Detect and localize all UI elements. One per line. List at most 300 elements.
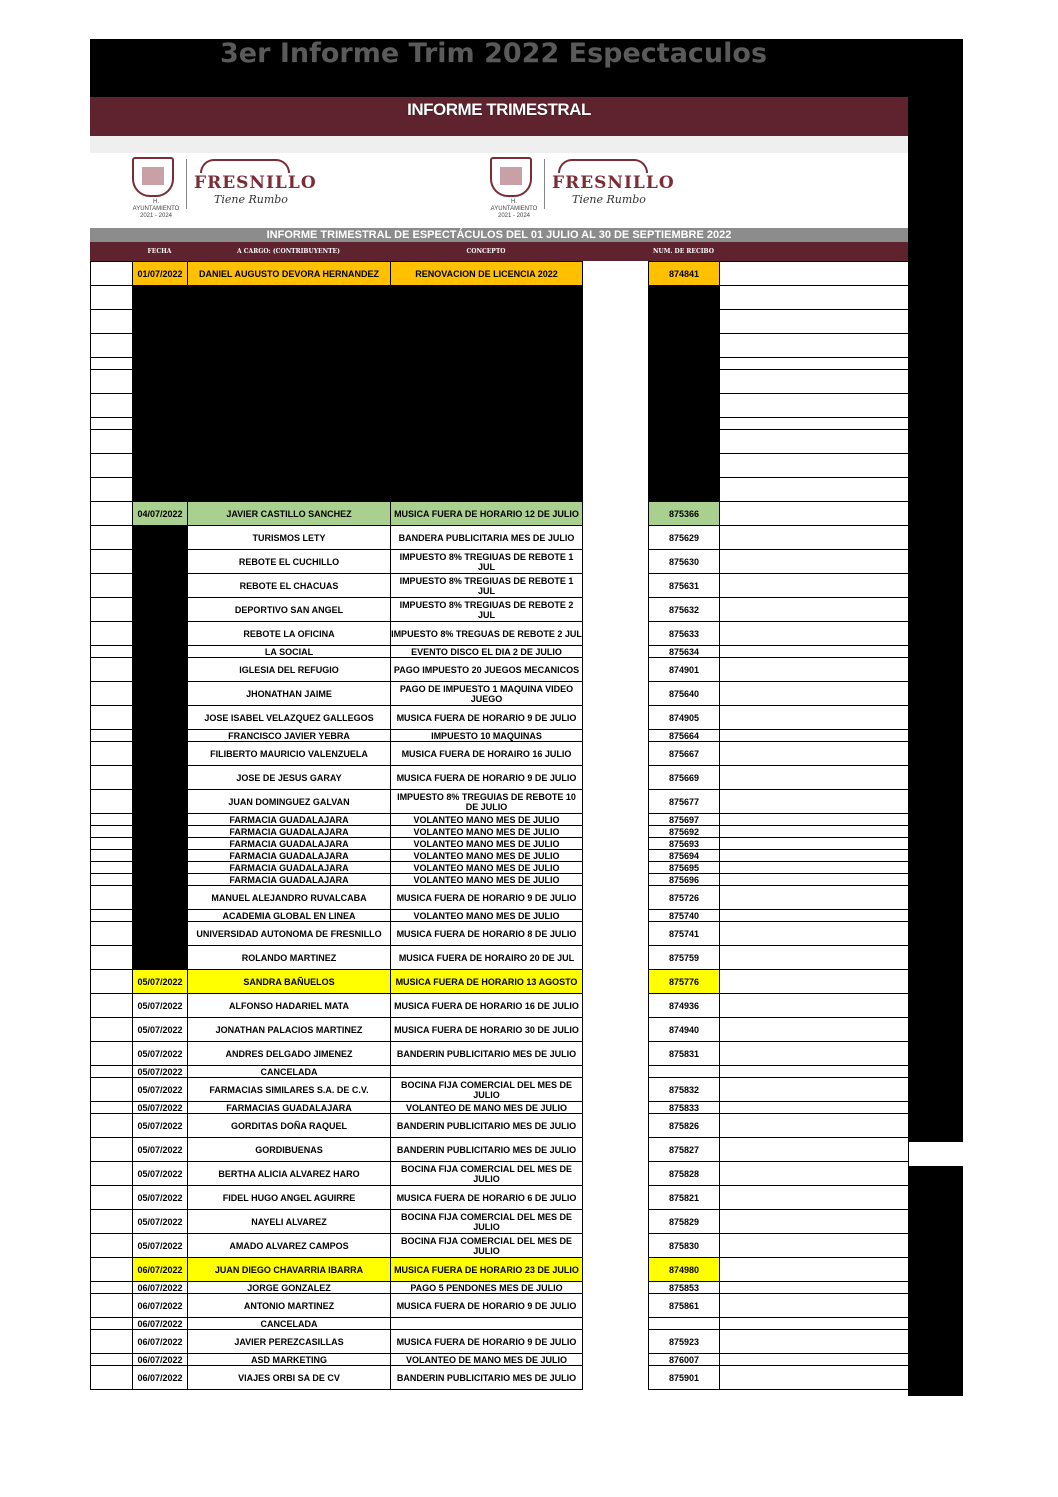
- row-spacer-cell: [91, 838, 133, 850]
- building-icon: [200, 159, 290, 173]
- table-row: [91, 1294, 909, 1318]
- concept-cell: MUSICA FUERA DE HORAIRO 20 DE JUL: [391, 946, 583, 970]
- empty-cell: [583, 358, 649, 370]
- taxpayer-cell: JONATHAN PALACIOS MARTINEZ: [188, 1018, 391, 1042]
- row-spacer-cell: [91, 370, 133, 394]
- receipt-cell: 875741: [649, 922, 720, 946]
- redacted-cell: [133, 286, 583, 310]
- empty-cell: [720, 550, 909, 574]
- receipt-cell: 874841: [649, 262, 720, 286]
- concept-cell: BOCINA FIJA COMERCIAL DEL MES DE JULIO: [391, 1162, 583, 1186]
- table-row: [91, 1330, 909, 1354]
- concept-cell: MUSICA FUERA DE HORARIO 23 DE JULIO: [391, 1258, 583, 1282]
- empty-cell: [583, 814, 649, 826]
- row-spacer-cell: [91, 358, 133, 370]
- taxpayer-cell: CANCELADA: [188, 1066, 391, 1078]
- row-spacer-cell: [91, 1318, 133, 1330]
- date-cell: 05/07/2022: [133, 1018, 188, 1042]
- empty-cell: [583, 790, 649, 814]
- receipt-cell: 875640: [649, 682, 720, 706]
- row-spacer-cell: [91, 1282, 133, 1294]
- table-row: [91, 766, 909, 790]
- report-sheet: [90, 39, 908, 1390]
- date-cell: 06/07/2022: [133, 1366, 188, 1390]
- table-row: [91, 1186, 909, 1210]
- row-spacer-cell: [91, 826, 133, 838]
- redacted-cell: [133, 358, 583, 370]
- empty-cell: [583, 946, 649, 970]
- concept-cell: VOLANTEO MANO MES DE JULIO: [391, 814, 583, 826]
- table-row: [91, 1138, 909, 1162]
- empty-cell: [583, 646, 649, 658]
- empty-cell: [720, 1078, 909, 1102]
- row-spacer-cell: [91, 1138, 133, 1162]
- taxpayer-cell: JAVIER PEREZCASILLAS: [188, 1330, 391, 1354]
- taxpayer-cell: DANIEL AUGUSTO DEVORA HERNANDEZ: [188, 262, 391, 286]
- empty-cell: [583, 310, 649, 334]
- row-spacer-cell: [91, 1078, 133, 1102]
- concept-cell: IMPUESTO 8% TREGIUAS DE REBOTE 1 JUL: [391, 550, 583, 574]
- row-spacer-cell: [91, 1294, 133, 1318]
- grey-strip: [90, 136, 908, 153]
- row-spacer-cell: [91, 706, 133, 730]
- row-spacer-cell: [91, 874, 133, 886]
- concept-cell: BANDERIN PUBLICITARIO MES DE JULIO: [391, 1114, 583, 1138]
- empty-cell: [583, 1066, 649, 1078]
- empty-cell: [720, 646, 909, 658]
- receipt-cell: 875629: [649, 526, 720, 550]
- empty-cell: [720, 622, 909, 646]
- table-row: [91, 1066, 909, 1078]
- date-cell: 05/07/2022: [133, 1138, 188, 1162]
- row-spacer-cell: [91, 730, 133, 742]
- table-row: [91, 922, 909, 946]
- empty-cell: [720, 742, 909, 766]
- table-row: [91, 1282, 909, 1294]
- row-spacer-cell: [91, 1234, 133, 1258]
- table-row: [91, 646, 909, 658]
- table-row: [91, 730, 909, 742]
- table-row: [91, 1318, 909, 1330]
- redacted-cell: [649, 286, 720, 310]
- redacted-cell: [133, 790, 188, 814]
- redacted-cell: [133, 766, 188, 790]
- row-spacer-cell: [91, 430, 133, 454]
- row-spacer-cell: [91, 526, 133, 550]
- taxpayer-cell: FARMACIA GUADALAJARA: [188, 814, 391, 826]
- row-spacer-cell: [91, 310, 133, 334]
- receipt-cell: 875693: [649, 838, 720, 850]
- table-row: [91, 970, 909, 994]
- receipt-cell: 875697: [649, 814, 720, 826]
- table-row: [91, 850, 909, 862]
- redacted-cell: [133, 826, 188, 838]
- table-row: [91, 814, 909, 826]
- table-row: [91, 550, 909, 574]
- concept-cell: PAGO DE IMPUESTO 1 MAQUINA VIDEO JUEGO: [391, 682, 583, 706]
- redacted-cell: [133, 910, 188, 922]
- redacted-cell: [133, 598, 188, 622]
- row-spacer-cell: [91, 910, 133, 922]
- row-spacer-cell: [91, 622, 133, 646]
- empty-cell: [583, 1234, 649, 1258]
- empty-cell: [583, 1318, 649, 1330]
- receipt-cell: 875832: [649, 1078, 720, 1102]
- empty-cell: [583, 994, 649, 1018]
- receipt-cell: 875692: [649, 826, 720, 838]
- date-cell: 06/07/2022: [133, 1282, 188, 1294]
- empty-cell: [720, 1210, 909, 1234]
- receipt-cell: 875827: [649, 1138, 720, 1162]
- empty-cell: [583, 1078, 649, 1102]
- empty-cell: [720, 730, 909, 742]
- table-row: [91, 886, 909, 910]
- row-spacer-cell: [91, 1066, 133, 1078]
- date-cell: 06/07/2022: [133, 1330, 188, 1354]
- taxpayer-cell: FILIBERTO MAURICIO VALENZUELA: [188, 742, 391, 766]
- concept-cell: PAGO 5 PENDONES MES DE JULIO: [391, 1282, 583, 1294]
- empty-cell: [720, 1294, 909, 1318]
- empty-cell: [720, 574, 909, 598]
- concept-cell: MUSICA FUERA DE HORARIO 9 DE JULIO: [391, 1330, 583, 1354]
- empty-cell: [583, 394, 649, 418]
- empty-cell: [720, 1018, 909, 1042]
- table-row: [91, 910, 909, 922]
- date-cell: 05/07/2022: [133, 1078, 188, 1102]
- taxpayer-cell: ALFONSO HADARIEL MATA: [188, 994, 391, 1018]
- concept-cell: MUSICA FUERA DE HORARIO 8 DE JULIO: [391, 922, 583, 946]
- empty-cell: [720, 790, 909, 814]
- taxpayer-cell: VIAJES ORBI SA DE CV: [188, 1366, 391, 1390]
- empty-cell: [583, 682, 649, 706]
- empty-cell: [720, 838, 909, 850]
- taxpayer-cell: FARMACIA GUADALAJARA: [188, 850, 391, 862]
- logo-brand: FRESNILLO: [194, 173, 317, 193]
- empty-cell: [720, 478, 909, 502]
- taxpayer-cell: REBOTE LA OFICINA: [188, 622, 391, 646]
- taxpayer-cell: ANTONIO MARTINEZ: [188, 1294, 391, 1318]
- empty-cell: [583, 1330, 649, 1354]
- row-spacer-cell: [91, 262, 133, 286]
- redacted-cell: [133, 838, 188, 850]
- receipt-cell: 875861: [649, 1294, 720, 1318]
- redacted-cell: [133, 370, 583, 394]
- concept-cell: MUSICA FUERA DE HORARIO 13 AGOSTO: [391, 970, 583, 994]
- empty-cell: [720, 706, 909, 730]
- taxpayer-cell: FARMACIA GUADALAJARA: [188, 874, 391, 886]
- logo-tagline: Tiene Rumbo: [572, 193, 646, 206]
- table-row: [91, 1234, 909, 1258]
- taxpayer-cell: NAYELI ALVAREZ: [188, 1210, 391, 1234]
- row-spacer-cell: [91, 850, 133, 862]
- table-row: [91, 502, 909, 526]
- date-cell: 05/07/2022: [133, 1042, 188, 1066]
- row-spacer-cell: [91, 1186, 133, 1210]
- row-spacer-cell: [91, 478, 133, 502]
- row-spacer-cell: [91, 1366, 133, 1390]
- redacted-cell: [133, 334, 583, 358]
- empty-cell: [583, 1354, 649, 1366]
- taxpayer-cell: DEPORTIVO SAN ANGEL: [188, 598, 391, 622]
- taxpayer-cell: FRANCISCO JAVIER YEBRA: [188, 730, 391, 742]
- redacted-cell: [133, 574, 188, 598]
- header-concepto: CONCEPTO: [466, 247, 506, 255]
- row-spacer-cell: [91, 502, 133, 526]
- table-row: [91, 994, 909, 1018]
- receipt-cell: 875821: [649, 1186, 720, 1210]
- concept-cell: [391, 1066, 583, 1078]
- taxpayer-cell: GORDIBUENAS: [188, 1138, 391, 1162]
- concept-cell: MUSICA FUERA DE HORARIO 9 DE JULIO: [391, 706, 583, 730]
- receipt-cell: 875634: [649, 646, 720, 658]
- row-spacer-cell: [91, 1330, 133, 1354]
- concept-cell: VOLANTEO MANO MES DE JULIO: [391, 874, 583, 886]
- row-spacer-cell: [91, 646, 133, 658]
- concept-cell: MUSICA FUERA DE HORARIO 6 DE JULIO: [391, 1186, 583, 1210]
- redacted-cell: [133, 418, 583, 430]
- redacted-cell: [133, 850, 188, 862]
- table-row: [91, 454, 909, 478]
- receipt-cell: [649, 1066, 720, 1078]
- redaction-block-right: [908, 39, 963, 1141]
- receipt-cell: 875669: [649, 766, 720, 790]
- redaction-block-right-lower: [908, 1167, 963, 1396]
- empty-cell: [720, 910, 909, 922]
- table-row: [91, 682, 909, 706]
- empty-cell: [720, 1186, 909, 1210]
- empty-cell: [720, 946, 909, 970]
- table-row: [91, 310, 909, 334]
- date-cell: 05/07/2022: [133, 1210, 188, 1234]
- empty-cell: [583, 1042, 649, 1066]
- date-cell: 06/07/2022: [133, 1354, 188, 1366]
- header-recibo: NUM. DE RECIBO: [653, 247, 714, 255]
- row-spacer-cell: [91, 1042, 133, 1066]
- redacted-cell: [133, 706, 188, 730]
- receipt-cell: 874901: [649, 658, 720, 682]
- empty-cell: [583, 286, 649, 310]
- empty-cell: [583, 370, 649, 394]
- row-spacer-cell: [91, 658, 133, 682]
- table-row: [91, 826, 909, 838]
- header-fecha: FECHA: [147, 247, 172, 255]
- concept-cell: BANDERIN PUBLICITARIO MES DE JULIO: [391, 1042, 583, 1066]
- taxpayer-cell: FARMACIA GUADALAJARA: [188, 862, 391, 874]
- empty-cell: [583, 874, 649, 886]
- taxpayer-cell: TURISMOS LETY: [188, 526, 391, 550]
- concept-cell: IMPUESTO 8% TREGUIAS DE REBOTE 10 DE JULIO: [391, 790, 583, 814]
- report-title: 3er Informe Trim 2022 Espectaculos: [90, 39, 908, 97]
- table-row: [91, 370, 909, 394]
- redacted-cell: [133, 646, 188, 658]
- empty-cell: [583, 574, 649, 598]
- receipt-cell: [649, 1318, 720, 1330]
- redacted-cell: [133, 310, 583, 334]
- empty-cell: [720, 922, 909, 946]
- concept-cell: MUSICA FUERA DE HORARIO 16 DE JULIO: [391, 994, 583, 1018]
- date-cell: 06/07/2022: [133, 1318, 188, 1330]
- receipt-cell: 875923: [649, 1330, 720, 1354]
- taxpayer-cell: GORDITAS DOÑA RAQUEL: [188, 1114, 391, 1138]
- empty-cell: [583, 1366, 649, 1390]
- receipt-cell: 875776: [649, 970, 720, 994]
- table-row: [91, 430, 909, 454]
- table-row: [91, 1354, 909, 1366]
- redacted-cell: [649, 454, 720, 478]
- coat-of-arms-icon: [490, 157, 532, 197]
- records-table: [90, 261, 909, 1390]
- receipt-cell: 875833: [649, 1102, 720, 1114]
- concept-cell: VOLANTEO MANO MES DE JULIO: [391, 838, 583, 850]
- empty-cell: [583, 1102, 649, 1114]
- empty-cell: [720, 826, 909, 838]
- taxpayer-cell: BERTHA ALICIA ALVAREZ HARO: [188, 1162, 391, 1186]
- empty-cell: [720, 310, 909, 334]
- row-spacer-cell: [91, 994, 133, 1018]
- receipt-cell: 875694: [649, 850, 720, 862]
- row-spacer-cell: [91, 394, 133, 418]
- receipt-cell: 875696: [649, 874, 720, 886]
- redacted-cell: [133, 658, 188, 682]
- table-row: [91, 874, 909, 886]
- empty-cell: [720, 1114, 909, 1138]
- concept-cell: MUSICA FUERA DE HORARIO 9 DE JULIO: [391, 886, 583, 910]
- row-spacer-cell: [91, 970, 133, 994]
- date-cell: 05/07/2022: [133, 1114, 188, 1138]
- date-cell: 05/07/2022: [133, 1102, 188, 1114]
- row-spacer-cell: [91, 766, 133, 790]
- cell-gap: [908, 1141, 963, 1167]
- taxpayer-cell: JOSE ISABEL VELAZQUEZ GALLEGOS: [188, 706, 391, 730]
- taxpayer-cell: LA SOCIAL: [188, 646, 391, 658]
- row-spacer-cell: [91, 550, 133, 574]
- empty-cell: [720, 1258, 909, 1282]
- empty-cell: [720, 1318, 909, 1330]
- empty-cell: [583, 742, 649, 766]
- header-cargo: A CARGO: (CONTRIBUYENTE): [237, 247, 340, 255]
- empty-cell: [583, 454, 649, 478]
- receipt-cell: 875630: [649, 550, 720, 574]
- table-row: [91, 1042, 909, 1066]
- logo-caption: H. AYUNTAMIENTO 2021 - 2024: [490, 199, 538, 219]
- receipt-cell: 875829: [649, 1210, 720, 1234]
- redacted-cell: [133, 946, 188, 970]
- empty-cell: [720, 1330, 909, 1354]
- row-spacer-cell: [91, 598, 133, 622]
- taxpayer-cell: UNIVERSIDAD AUTONOMA DE FRESNILLO: [188, 922, 391, 946]
- empty-cell: [583, 850, 649, 862]
- empty-cell: [583, 478, 649, 502]
- row-spacer-cell: [91, 1210, 133, 1234]
- row-spacer-cell: [91, 790, 133, 814]
- table-row: [91, 262, 909, 286]
- redacted-cell: [133, 730, 188, 742]
- table-row: [91, 334, 909, 358]
- receipt-cell: 874905: [649, 706, 720, 730]
- empty-cell: [583, 1258, 649, 1282]
- coat-of-arms-icon: [132, 157, 174, 197]
- table-row: [91, 1018, 909, 1042]
- taxpayer-cell: FIDEL HUGO ANGEL AGUIRRE: [188, 1186, 391, 1210]
- concept-cell: VOLANTEO MANO MES DE JULIO: [391, 850, 583, 862]
- receipt-cell: 875632: [649, 598, 720, 622]
- concept-cell: VOLANTEO DE MANO MES DE JULIO: [391, 1102, 583, 1114]
- receipt-cell: 875664: [649, 730, 720, 742]
- taxpayer-cell: FARMACIA GUADALAJARA: [188, 826, 391, 838]
- empty-cell: [720, 1234, 909, 1258]
- receipt-cell: 874936: [649, 994, 720, 1018]
- concept-cell: MUSICA FUERA DE HORARIO 30 DE JULIO: [391, 1018, 583, 1042]
- taxpayer-cell: JUAN DOMINGUEZ GALVAN: [188, 790, 391, 814]
- table-row: [91, 598, 909, 622]
- empty-cell: [720, 430, 909, 454]
- taxpayer-cell: IGLESIA DEL REFUGIO: [188, 658, 391, 682]
- row-spacer-cell: [91, 418, 133, 430]
- empty-cell: [720, 358, 909, 370]
- redacted-cell: [649, 358, 720, 370]
- receipt-cell: 875633: [649, 622, 720, 646]
- redacted-cell: [133, 862, 188, 874]
- taxpayer-cell: JUAN DIEGO CHAVARRIA IBARRA: [188, 1258, 391, 1282]
- empty-cell: [720, 994, 909, 1018]
- taxpayer-cell: SANDRA BAÑUELOS: [188, 970, 391, 994]
- taxpayer-cell: ASD MARKETING: [188, 1354, 391, 1366]
- taxpayer-cell: ACADEMIA GLOBAL EN LINEA: [188, 910, 391, 922]
- taxpayer-cell: CANCELADA: [188, 1318, 391, 1330]
- concept-cell: BOCINA FIJA COMERCIAL DEL MES DE JULIO: [391, 1078, 583, 1102]
- empty-cell: [720, 970, 909, 994]
- empty-cell: [720, 502, 909, 526]
- date-cell: 04/07/2022: [133, 502, 188, 526]
- logo-caption: H. AYUNTAMIENTO 2021 - 2024: [132, 199, 180, 219]
- taxpayer-cell: JAVIER CASTILLO SANCHEZ: [188, 502, 391, 526]
- receipt-cell: 876007: [649, 1354, 720, 1366]
- empty-cell: [720, 394, 909, 418]
- taxpayer-cell: JORGE GONZALEZ: [188, 1282, 391, 1294]
- concept-cell: BANDERIN PUBLICITARIO MES DE JULIO: [391, 1138, 583, 1162]
- receipt-cell: 874940: [649, 1018, 720, 1042]
- empty-cell: [583, 1294, 649, 1318]
- empty-cell: [583, 1210, 649, 1234]
- row-spacer-cell: [91, 682, 133, 706]
- empty-cell: [720, 862, 909, 874]
- empty-cell: [720, 1366, 909, 1390]
- row-spacer-cell: [91, 286, 133, 310]
- municipal-logo: [132, 157, 317, 219]
- empty-cell: [720, 262, 909, 286]
- receipt-cell: 874980: [649, 1258, 720, 1282]
- receipt-cell: 875759: [649, 946, 720, 970]
- receipt-cell: 875831: [649, 1042, 720, 1066]
- redacted-cell: [133, 550, 188, 574]
- empty-cell: [583, 262, 649, 286]
- empty-cell: [583, 766, 649, 790]
- concept-cell: BANDERA PUBLICITARIA MES DE JULIO: [391, 526, 583, 550]
- table-row: [91, 742, 909, 766]
- table-row: [91, 1366, 909, 1390]
- empty-cell: [583, 922, 649, 946]
- empty-cell: [583, 1282, 649, 1294]
- receipt-cell: 875695: [649, 862, 720, 874]
- taxpayer-cell: FARMACIAS SIMILARES S.A. DE C.V.: [188, 1078, 391, 1102]
- taxpayer-cell: MANUEL ALEJANDRO RUVALCABA: [188, 886, 391, 910]
- date-cell: 05/07/2022: [133, 1186, 188, 1210]
- date-cell: 05/07/2022: [133, 1234, 188, 1258]
- table-row: [91, 574, 909, 598]
- receipt-cell: 875828: [649, 1162, 720, 1186]
- taxpayer-cell: FARMACIAS GUADALAJARA: [188, 1102, 391, 1114]
- concept-cell: VOLANTEO MANO MES DE JULIO: [391, 826, 583, 838]
